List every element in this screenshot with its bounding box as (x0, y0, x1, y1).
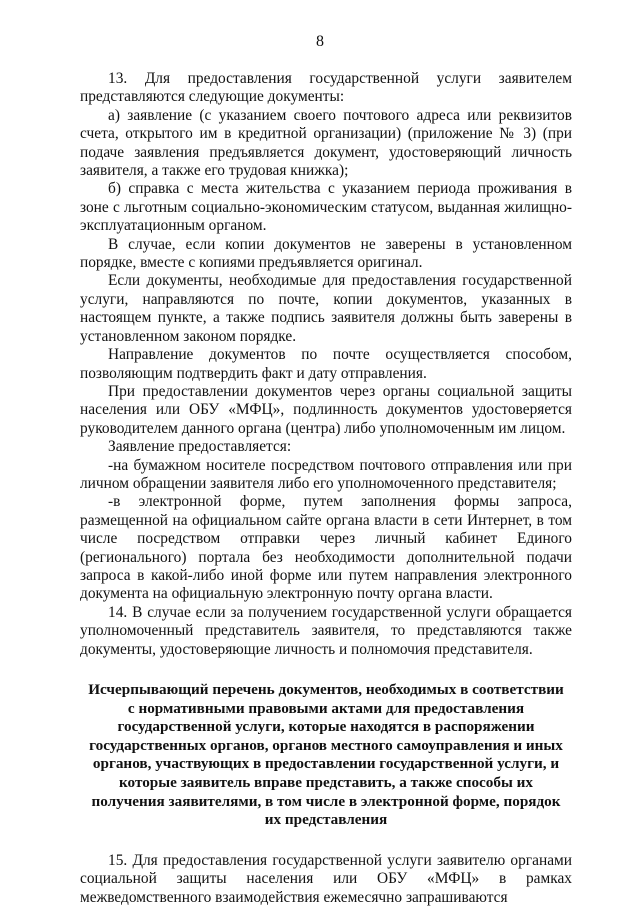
paragraph-paper-form: -на бумажном носителе посредством почтового отправления или при личном обращении заявителя либо его уполномоченного представителя; (80, 456, 572, 492)
document-body (80, 70, 572, 907)
paragraph-13b: б) справка с места жительства с указанием периода проживания в зоне с льготным социально-экономическим статусом, выданная жилищно-эксплуатационным органом. (80, 180, 572, 235)
paragraph-13a: а) заявление (с указанием своего почтового адреса или реквизитов счета, открытого им в кредитной организации) (приложение № 3) (при подаче заявления предъявляется документ, удостоверяющий личность заявителя, а также его трудовая книжка); (80, 106, 572, 180)
paragraph-15: 15. Для предоставления государственной услуги заявителю органами социальной защиты населения или ОБУ «МФЦ» в рамках межведомственного взаимодействия ежемесячно запрашиваются (80, 851, 572, 906)
section-heading: Исчерпывающий перечень документов, необходимых в соответствии с нормативными правовыми актами для предоставления государственной услуги, которые находятся в распоряжении государственных органов, органов местного самоуправления и иных органов, участвующих в предоставлении государственной услуги, и которые заявитель вправе представить, а также способы их получения заявителями, в том числе в электронной форме, порядок их представления (88, 681, 564, 829)
spacer (80, 830, 572, 852)
paragraph-copies: В случае, если копии документов не заверены в установленном порядке, вместе с копиями предъявляется оригинал. (80, 235, 572, 272)
paragraph-mail: Если документы, необходимые для предоставления государственной услуги, направляются по почте, копии документов, указанных в настоящем пункте, а также подпись заявителя должны быть заверены в установленном законом порядке. (80, 272, 572, 345)
paragraph-application-intro: Заявление предоставляется: (108, 438, 292, 456)
paragraph-authentication: При предоставлении документов через органы социальной защиты населения или ОБУ «МФЦ», подлинность документов удостоверяется руководителем данного органа (центра) либо уполномоченным им лицом. (80, 382, 572, 437)
paragraph-mail-method: Направление документов по почте осуществляется способом, позволяющим подтвердить факт и дату отправления. (80, 346, 572, 382)
paragraph-electronic-form: -в электронной форме, путем заполнения формы запроса, размещенной на официальном сайте органа власти в сети Интернет, в том числе посредством отправки через личный кабинет Единого (регионального) портала без необходимости дополнительной подачи запроса в какой-либо иной форме или путем направления электронного документа на официальную электронную почту органа власти. (80, 493, 572, 603)
paragraph-14: 14. В случае если за получением государственной услуги обращается уполномоченный представитель заявителя, то представляются также документы, удостоверяющие личность и полномочия представителя. (80, 603, 572, 658)
page-number: 8 (316, 33, 324, 50)
spacer (80, 659, 572, 681)
paragraph-13: 13. Для предоставления государственной услуги заявителем представляются следующие документы: (80, 70, 572, 106)
